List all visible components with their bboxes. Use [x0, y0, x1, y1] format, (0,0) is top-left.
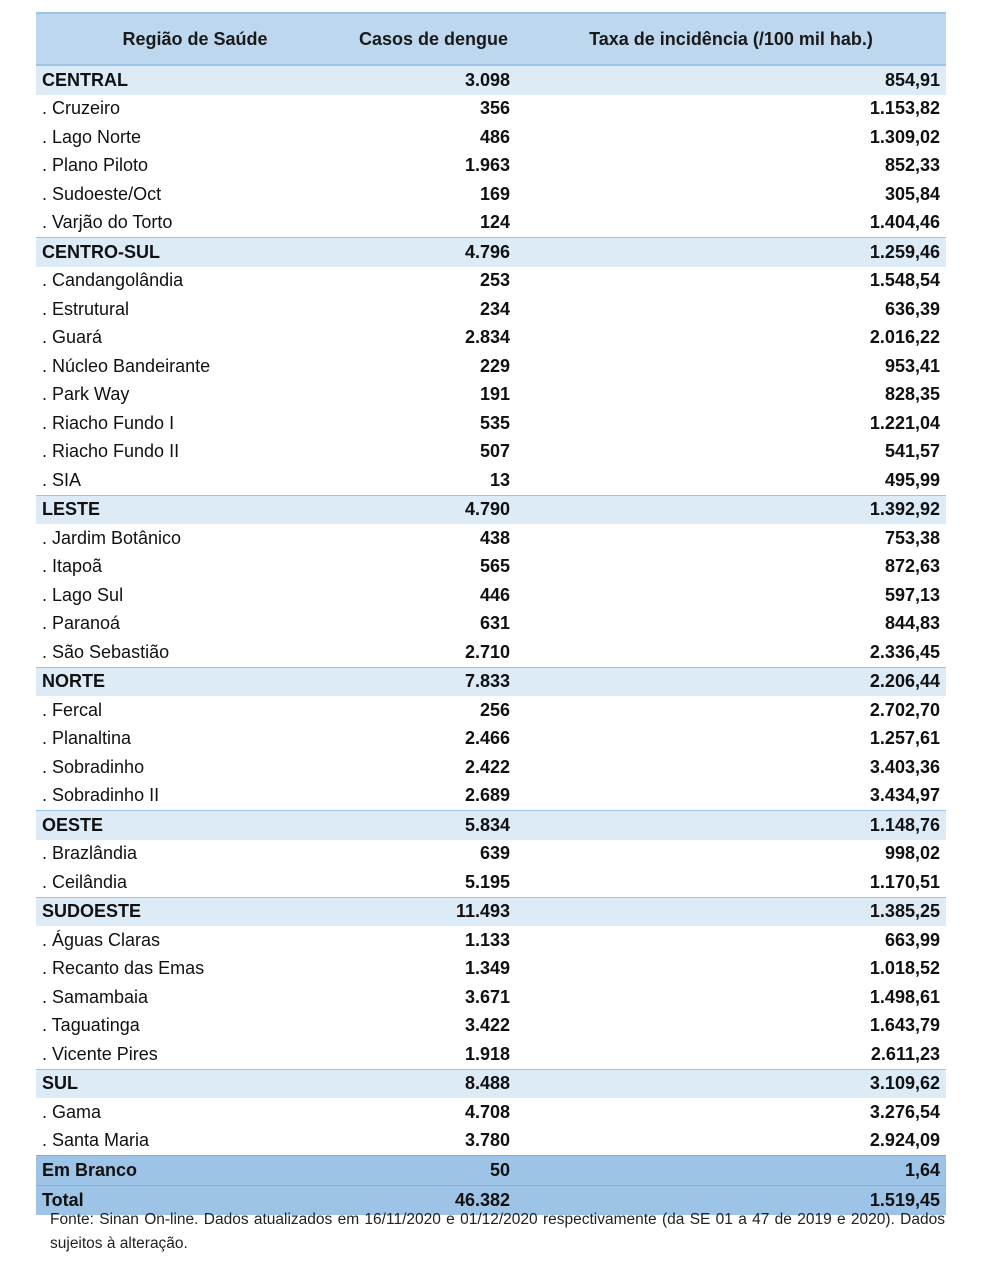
rate-cell: 852,33: [516, 152, 946, 181]
region-name-cell: . Sudoeste/Oct: [36, 180, 354, 209]
cases-cell: 8.488: [354, 1069, 516, 1098]
table-row: [36, 466, 946, 495]
cases-cell: 5.834: [354, 811, 516, 840]
cases-cell: 3.422: [354, 1012, 516, 1041]
rate-cell: 1.170,51: [516, 868, 946, 897]
cases-cell: 1.133: [354, 926, 516, 955]
rate-cell: 1,64: [516, 1156, 946, 1186]
region-name-cell: . Paranoá: [36, 610, 354, 639]
cases-cell: 3.098: [354, 65, 516, 95]
rate-cell: 872,63: [516, 553, 946, 582]
region-name-cell: . Taguatinga: [36, 1012, 354, 1041]
rate-cell: 541,57: [516, 438, 946, 467]
cases-cell: 191: [354, 381, 516, 410]
rate-cell: 1.519,45: [516, 1186, 946, 1216]
region-name-cell: . Riacho Fundo I: [36, 409, 354, 438]
region-name-cell: . Guará: [36, 324, 354, 353]
cases-cell: 253: [354, 267, 516, 296]
cases-cell: 13: [354, 466, 516, 495]
rate-cell: 1.148,76: [516, 811, 946, 840]
region-name-cell: . Cruzeiro: [36, 95, 354, 124]
rate-cell: 636,39: [516, 295, 946, 324]
table-row: [36, 95, 946, 124]
rate-cell: 1.257,61: [516, 725, 946, 754]
cases-cell: 2.422: [354, 753, 516, 782]
rate-cell: 1.153,82: [516, 95, 946, 124]
rate-cell: 953,41: [516, 352, 946, 381]
rate-cell: 2.016,22: [516, 324, 946, 353]
cases-cell: 4.796: [354, 238, 516, 267]
table-row: [36, 324, 946, 353]
region-name-cell: . Itapoã: [36, 553, 354, 582]
rate-cell: 1.309,02: [516, 123, 946, 152]
region-name-cell: . Lago Norte: [36, 123, 354, 152]
cases-cell: 438: [354, 524, 516, 553]
header-cases: Casos de dengue: [354, 13, 516, 65]
table-row: [36, 152, 946, 181]
header-region: Região de Saúde: [36, 13, 354, 65]
region-name-cell: . Gama: [36, 1098, 354, 1127]
rate-cell: 3.434,97: [516, 782, 946, 811]
region-name-cell: . Estrutural: [36, 295, 354, 324]
table-row: [36, 926, 946, 955]
cases-cell: 7.833: [354, 667, 516, 696]
cases-cell: 256: [354, 696, 516, 725]
region-name-cell: . Park Way: [36, 381, 354, 410]
table-row: [36, 553, 946, 582]
region-name-cell: . Sobradinho: [36, 753, 354, 782]
region-name-cell: . Candangolândia: [36, 267, 354, 296]
table-row: [36, 638, 946, 667]
rate-cell: 1.259,46: [516, 238, 946, 267]
region-name-cell: . Águas Claras: [36, 926, 354, 955]
region-name-cell: . Núcleo Bandeirante: [36, 352, 354, 381]
cases-cell: 234: [354, 295, 516, 324]
table-row: [36, 1040, 946, 1069]
rate-cell: 1.392,92: [516, 495, 946, 524]
table-row: [36, 868, 946, 897]
table-row: [36, 180, 946, 209]
region-row: [36, 238, 946, 267]
region-name-cell: . Plano Piloto: [36, 152, 354, 181]
rate-cell: 495,99: [516, 466, 946, 495]
cases-cell: 124: [354, 209, 516, 238]
region-name-cell: Total: [36, 1186, 354, 1216]
rate-cell: 1.018,52: [516, 955, 946, 984]
table-row: [36, 209, 946, 238]
rate-cell: 3.403,36: [516, 753, 946, 782]
region-name-cell: . Fercal: [36, 696, 354, 725]
cases-cell: 3.671: [354, 983, 516, 1012]
rate-cell: 597,13: [516, 581, 946, 610]
region-row: [36, 1069, 946, 1098]
rate-cell: 2.206,44: [516, 667, 946, 696]
region-name-cell: Em Branco: [36, 1156, 354, 1186]
rate-cell: 2.336,45: [516, 638, 946, 667]
dengue-table-page: [36, 12, 946, 1215]
cases-cell: 639: [354, 840, 516, 869]
rate-cell: 663,99: [516, 926, 946, 955]
region-name-cell: . Lago Sul: [36, 581, 354, 610]
rate-cell: 998,02: [516, 840, 946, 869]
rate-cell: 2.611,23: [516, 1040, 946, 1069]
cases-cell: 1.963: [354, 152, 516, 181]
region-name-cell: . Vicente Pires: [36, 1040, 354, 1069]
table-row: [36, 581, 946, 610]
region-name-cell: . Sobradinho II: [36, 782, 354, 811]
region-name-cell: . Santa Maria: [36, 1127, 354, 1156]
cases-cell: 169: [354, 180, 516, 209]
table-row: [36, 295, 946, 324]
rate-cell: 305,84: [516, 180, 946, 209]
table-row: [36, 955, 946, 984]
table-row: [36, 1012, 946, 1041]
cases-cell: 11.493: [354, 897, 516, 926]
table-row: [36, 610, 946, 639]
header-rate: Taxa de incidência (/100 mil hab.): [516, 13, 946, 65]
region-name-cell: . Recanto das Emas: [36, 955, 354, 984]
total-row: [36, 1156, 946, 1186]
region-name-cell: . São Sebastião: [36, 638, 354, 667]
rate-cell: 2.702,70: [516, 696, 946, 725]
cases-cell: 46.382: [354, 1186, 516, 1216]
rate-cell: 3.109,62: [516, 1069, 946, 1098]
cases-cell: 50: [354, 1156, 516, 1186]
cases-cell: 2.834: [354, 324, 516, 353]
region-name-cell: LESTE: [36, 495, 354, 524]
rate-cell: 828,35: [516, 381, 946, 410]
region-name-cell: SUDOESTE: [36, 897, 354, 926]
rate-cell: 1.221,04: [516, 409, 946, 438]
region-row: [36, 65, 946, 95]
table-row: [36, 123, 946, 152]
rate-cell: 2.924,09: [516, 1127, 946, 1156]
region-name-cell: . Samambaia: [36, 983, 354, 1012]
region-name-cell: . Ceilândia: [36, 868, 354, 897]
cases-cell: 3.780: [354, 1127, 516, 1156]
cases-cell: 5.195: [354, 868, 516, 897]
region-name-cell: . Riacho Fundo II: [36, 438, 354, 467]
cases-cell: 486: [354, 123, 516, 152]
rate-cell: 3.276,54: [516, 1098, 946, 1127]
table-row: [36, 267, 946, 296]
cases-cell: 565: [354, 553, 516, 582]
cases-cell: 229: [354, 352, 516, 381]
table-row: [36, 524, 946, 553]
table-row: [36, 696, 946, 725]
cases-cell: 4.790: [354, 495, 516, 524]
rate-cell: 844,83: [516, 610, 946, 639]
rate-cell: 1.643,79: [516, 1012, 946, 1041]
region-row: [36, 495, 946, 524]
table-body: [36, 65, 946, 1215]
cases-cell: 356: [354, 95, 516, 124]
cases-cell: 2.710: [354, 638, 516, 667]
table-row: [36, 753, 946, 782]
region-name-cell: CENTRAL: [36, 65, 354, 95]
rate-cell: 753,38: [516, 524, 946, 553]
region-name-cell: CENTRO-SUL: [36, 238, 354, 267]
region-name-cell: OESTE: [36, 811, 354, 840]
region-name-cell: . SIA: [36, 466, 354, 495]
table-row: [36, 352, 946, 381]
cases-cell: 631: [354, 610, 516, 639]
table-row: [36, 381, 946, 410]
cases-cell: 2.689: [354, 782, 516, 811]
header-row: [36, 13, 946, 65]
rate-cell: 1.385,25: [516, 897, 946, 926]
table-row: [36, 983, 946, 1012]
region-name-cell: . Planaltina: [36, 725, 354, 754]
cases-cell: 535: [354, 409, 516, 438]
region-name-cell: . Varjão do Torto: [36, 209, 354, 238]
cases-cell: 4.708: [354, 1098, 516, 1127]
region-row: [36, 667, 946, 696]
cases-cell: 446: [354, 581, 516, 610]
region-name-cell: . Brazlândia: [36, 840, 354, 869]
table-row: [36, 409, 946, 438]
region-name-cell: NORTE: [36, 667, 354, 696]
table-row: [36, 1098, 946, 1127]
rate-cell: 1.498,61: [516, 983, 946, 1012]
cases-cell: 1.349: [354, 955, 516, 984]
table-header: [36, 13, 946, 65]
cases-cell: 507: [354, 438, 516, 467]
rate-cell: 1.404,46: [516, 209, 946, 238]
table-row: [36, 782, 946, 811]
dengue-cases-table: [36, 12, 946, 1215]
region-row: [36, 811, 946, 840]
cases-cell: 2.466: [354, 725, 516, 754]
region-name-cell: . Jardim Botânico: [36, 524, 354, 553]
region-name-cell: SUL: [36, 1069, 354, 1098]
source-footnote: Fonte: Sinan On-line. Dados atualizados em 16/11/2020 e 01/12/2020 respectivamente (da SE 01 a 47 de 2019 e 2020). Dados sujeitos à alteração.: [50, 1211, 945, 1252]
rate-cell: 1.548,54: [516, 267, 946, 296]
rate-cell: 854,91: [516, 65, 946, 95]
cases-cell: 1.918: [354, 1040, 516, 1069]
region-row: [36, 897, 946, 926]
table-row: [36, 725, 946, 754]
table-row: [36, 438, 946, 467]
table-row: [36, 1127, 946, 1156]
table-row: [36, 840, 946, 869]
